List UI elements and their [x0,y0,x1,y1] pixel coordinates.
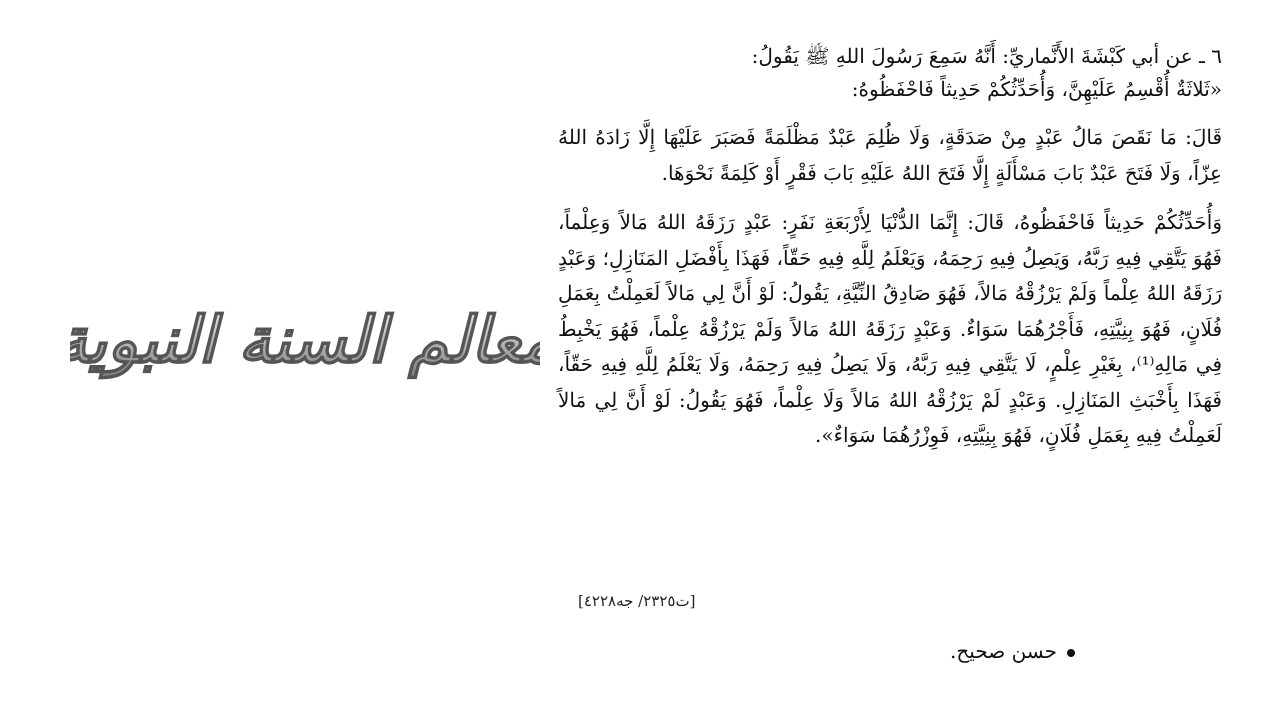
logo-calligraphy-art [70,280,540,390]
logo-text: معالم السنة النبوية [70,303,540,378]
hadith-paragraph-2: وَأُحَدِّثُكُمْ حَدِيثاً فَاحْفَظُوهُ، قَالَ: إِنَّمَا الدُّنْيَا لِأَرْبَعَةِ نَفَرٍ: عَبْدٍ رَزَقَهُ اللهُ مَالاً وَعِلْماً، فَهُوَ يَتَّقِي فِيهِ رَبَّهُ، وَيَصِلُ فِيهِ رَحِمَهُ، وَيَعْلَمُ لِلَّهِ فِيهِ حَقّاً، فَهَذَا بِأَفْضَلِ المَنَازِلِ؛ وَعَبْدٍ رَزَقَهُ اللهُ عِلْماً وَلَمْ يَرْزُقْهُ مَالاً، فَهُوَ صَادِقُ النِّيَّةِ، يَقُولُ: لَوْ أَنَّ لِي مَالاً لَعَمِلْتُ بِعَمَلِ فُلَانٍ، فَهُوَ بِنِيَّتِهِ، فَأَجْرُهُمَا سَوَاءٌ. وَعَبْدٍ رَزَقَهُ اللهُ مَالاً وَلَمْ يَرْزُقْهُ عِلْماً، فَهُوَ يَخْبِطُ فِي مَالِهِ⁽¹⁾، بِغَيْرِ عِلْمٍ، لَا يَتَّقِي فِيهِ رَبَّهُ، وَلَا يَصِلُ فِيهِ رَحِمَهُ، وَلَا يَعْلَمُ لِلَّهِ فِيهِ حَقّاً، فَهَذَا بِأَخْبَثِ المَنَازِلِ. وَعَبْدٍ لَمْ يَرْزُقْهُ اللهُ مَالاً وَلَا عِلْماً، فَهُوَ يَقُولُ: لَوْ أَنَّ لِي مَالاً لَعَمِلْتُ فِيهِ بِعَمَلِ فُلَانٍ، فَهُوَ بِنِيَّتِهِ، فَوِزْرُهُمَا سَوَاءٌ». [558,210,1223,447]
hadith-grade [945,636,1075,666]
hadith-page [558,40,1222,454]
hadith-opening: «ثَلاثَةٌ أُقْسِمُ عَلَيْهِنَّ، وَأُحَدِّثُكُمْ حَدِيثاً فَاحْفَظُوهُ: [851,77,1222,101]
logo-calligraphy [70,280,540,390]
hadith-paragraph-1: قَالَ: مَا نَقَصَ مَالُ عَبْدٍ مِنْ صَدَقَةٍ، وَلَا ظُلِمَ عَبْدٌ مَظْلَمَةً فَصَبَرَ عَلَيْهَا إِلَّا زَادَهُ اللهُ عِزّاً، وَلَا فَتَحَ عَبْدٌ بَابَ مَسْأَلَةٍ إِلَّا فَتَحَ اللهُ عَلَيْهِ بَابَ فَقْرٍ أَوْ كَلِمَةً نَحْوَهَا. [558,125,1222,185]
source-reference: [ت٢٣٢٥/ جه٤٢٢٨] [578,592,696,610]
hadith-intro: ٦ ـ عن أبي كَبْشَةَ الأَنَّماريِّ: أَنَّهُ سَمِعَ رَسُولَ اللهِ ﷺ يَقُولُ: [751,44,1222,68]
grade-text: حسن صحيح. [950,639,1057,663]
bullet-icon [1067,649,1075,657]
